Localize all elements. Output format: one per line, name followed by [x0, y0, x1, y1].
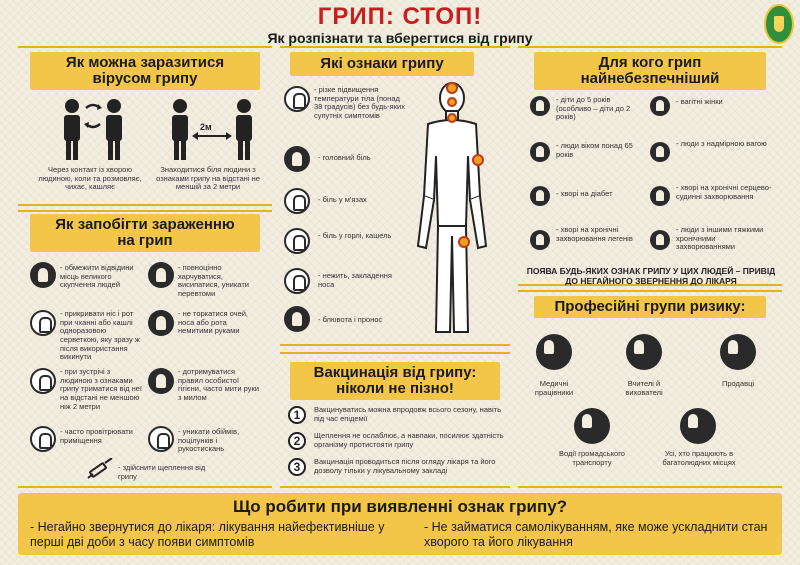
- distance-icon: [168, 96, 256, 162]
- infection-title: Як можна заразитися вірусом грипу: [30, 52, 260, 90]
- distance-people-icon: [30, 368, 56, 394]
- prevention-item-no-hugs: - уникати обіймів, поцілунків і рукостискань: [178, 427, 240, 454]
- vaccination-number-2: 2: [288, 432, 306, 450]
- symptom-fever: - різке підвищення температури тіла (понад 38 градусів) без будь-яких супутніх симптомів: [314, 85, 405, 120]
- lungs-icon: [530, 230, 550, 250]
- symptom-runny-nose: - нежить, закладення носа: [318, 271, 392, 289]
- actions-title: Що робити при виявленні ознак грипу?: [232, 497, 568, 516]
- prevention-item-no-touch: - не торкатися очей, носа або рота немитими руками: [178, 309, 249, 336]
- prevention-item-hygiene: - дотримуватися правил особистої гігієни, часто мити руки з милом: [178, 367, 259, 402]
- nose-icon: [284, 268, 310, 294]
- professions-title: Професійні групи ризику:: [534, 296, 766, 318]
- risk-title: Для кого грип найнебезпечніший: [534, 52, 766, 90]
- prevention-item-ventilate: - часто провітрювати приміщення: [60, 427, 133, 445]
- vaccination-item-3: Вакцинація проводиться після огляду лікаря та його дозволу тільки у лікувальному закладі: [314, 457, 496, 475]
- risk-item-chronic: - люди з іншими тяжкими хронічними захворюваннями: [676, 225, 764, 252]
- profession-medical: Медичні працівники: [534, 379, 574, 397]
- vaccination-title: Вакцинація від грипу: ніколи не пізно!: [290, 362, 500, 400]
- tissue-icon: [30, 310, 56, 336]
- distance-label: 2м: [200, 122, 212, 132]
- vaccination-number-1: 1: [288, 406, 306, 424]
- risk-warning: ПОЯВА БУДЬ-ЯКИХ ОЗНАК ГРИПУ У ЦИХ ЛЮДЕЙ – ПРИВІД ДО НЕГАЙНОГО ЗВЕРНЕННЯ ДО ЛІКАРЯ: [526, 266, 776, 287]
- teacher-icon: [626, 334, 662, 370]
- prevention-item-nutrition: - повноцінно харчуватися, висипатися, уникати перевтоми: [178, 263, 249, 298]
- risk-item-elderly: - люди віком понад 65 років: [556, 141, 633, 159]
- crowd-icon: [30, 262, 56, 288]
- apple-icon: [148, 262, 174, 288]
- risk-item-overweight: - люди з надмірною вагою: [676, 139, 767, 148]
- symptoms-title: Які ознаки грипу: [290, 52, 474, 76]
- symptom-muscle-pain: - біль у м'язах: [318, 195, 367, 204]
- profession-crowded-places: Усі, хто працюють в багатолюдних місцях: [662, 449, 736, 467]
- no-hug-icon: [148, 426, 174, 452]
- hand-wash-icon: [148, 368, 174, 394]
- muscle-icon: [284, 188, 310, 214]
- page-title: ГРИП: СТОП!: [317, 3, 483, 30]
- risk-item-pregnant: - вагітні жінки: [676, 97, 723, 106]
- child-icon: [530, 96, 550, 116]
- page-subtitle: Як розпізнати та вберегтися від грипу: [267, 30, 533, 46]
- vaccination-number-3: 3: [288, 458, 306, 476]
- medical-cross-icon: [530, 186, 550, 206]
- doctor-icon: [536, 334, 572, 370]
- profession-sellers: Продавці: [721, 379, 755, 388]
- risk-item-children: - діти до 5 років (особливо – діти до 2 років): [556, 95, 631, 122]
- heart-icon: [650, 186, 670, 206]
- risk-item-cardio: - хворі на хронічні серцево-судинні захворювання: [676, 183, 772, 201]
- profession-drivers: Водії громадського транспорту: [559, 449, 625, 467]
- throat-icon: [284, 228, 310, 254]
- prevention-item-keep-distance: - при зустрічі з людиною з ознаками грипу триматися від неї на відстані не меншою ніж 2 метри: [60, 367, 142, 411]
- symptom-sore-throat: - біль у горлі, кашель: [318, 231, 392, 240]
- risk-item-lungs: - хворі на хронічні захворювання легенів: [556, 225, 633, 243]
- ventilation-icon: [30, 426, 56, 452]
- elderly-icon: [530, 142, 550, 162]
- prevention-item-crowds: - обмежити відвідини місць великого скупчення людей: [60, 263, 134, 290]
- syringe-icon: [86, 458, 114, 482]
- risk-item-diabetes: - хворі на діабет: [556, 189, 613, 198]
- face-touch-icon: [148, 310, 174, 336]
- profession-teachers: Вчителі й вихователі: [625, 379, 663, 397]
- symptom-vomiting: - блювота і пронос: [318, 315, 383, 324]
- thermometer-icon: [284, 86, 310, 112]
- crowd-people-icon: [680, 408, 716, 444]
- shopping-cart-icon: [720, 334, 756, 370]
- medicine-icon: [650, 230, 670, 250]
- vomit-icon: [284, 306, 310, 332]
- headache-icon: [284, 146, 310, 172]
- vaccination-item-1: Вакцинуватись можна впродовж всього сезону, навіть під час епідемії: [314, 405, 501, 423]
- prevention-item-cover-mouth: - прикривати ніс і рот при чханні або кашлі одноразовою серветкою, яку зразу ж після використання викинути: [60, 309, 140, 362]
- prevention-item-vaccinate: - здійснити щеплення від грипу: [118, 463, 206, 481]
- infection-item-contact: Через контакт із хворою людиною, коли та розмовляє, чихає, кашляє: [38, 165, 142, 192]
- prevention-title: Як запобігти зараженню на грип: [30, 214, 260, 252]
- infection-item-distance: Знаходитися біля людини з ознаками грипу на відстані не меншій за 2 метри: [156, 165, 260, 192]
- bus-driver-icon: [574, 408, 610, 444]
- overweight-icon: [650, 142, 670, 162]
- people-talking-icon: [58, 96, 128, 162]
- symptom-headache: - головний біль: [318, 153, 371, 162]
- actions-right: - Не займатися самолікуванням, яке може ускладнити стан хворого та його лікування: [424, 520, 768, 549]
- body-figure-icon: [408, 76, 496, 340]
- emblem-icon: [764, 4, 794, 44]
- vaccination-item-2: Щеплення не ослаблює, а навпаки, посилює здатність організму протистояти грипу: [314, 431, 504, 449]
- actions-left: - Негайно звернутися до лікаря: лікування найефективніше у перші дві доби з часу появи симптомів: [30, 520, 385, 549]
- pregnant-icon: [650, 96, 670, 116]
